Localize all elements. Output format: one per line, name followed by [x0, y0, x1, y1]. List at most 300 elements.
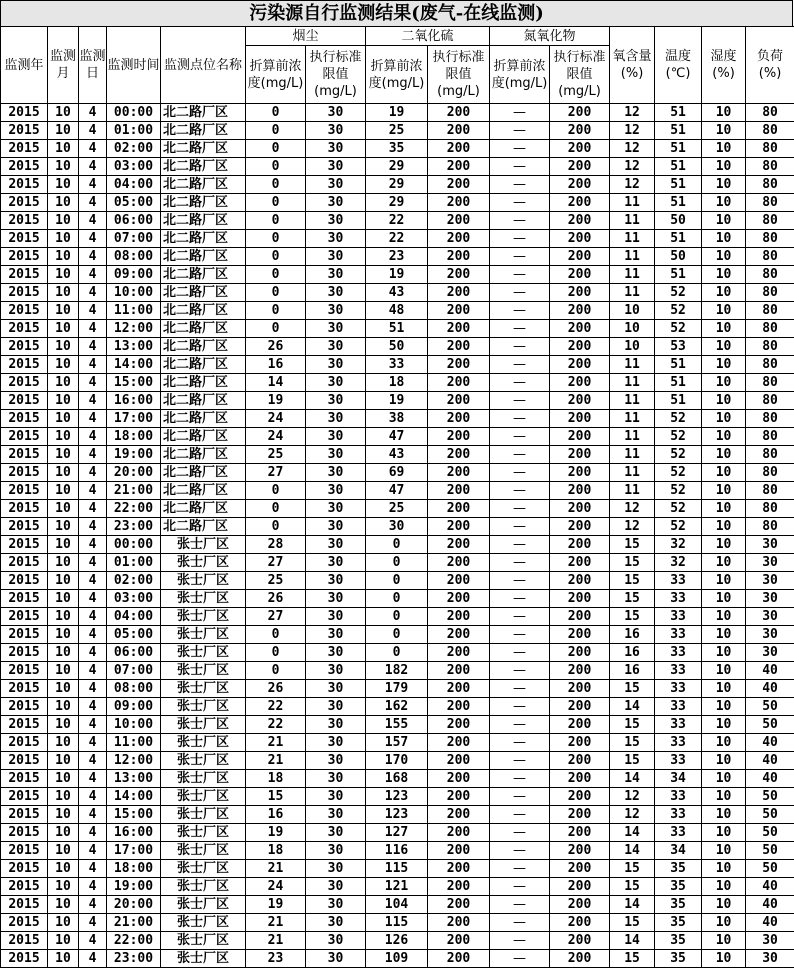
- time-cell: 07:00: [107, 230, 161, 248]
- nox-limit-cell: 200: [550, 770, 610, 788]
- year-cell: 2015: [1, 482, 48, 500]
- oxygen-cell: 15: [610, 554, 655, 572]
- smoke-limit-cell: 30: [306, 914, 366, 932]
- load-cell: 30: [746, 608, 794, 626]
- day-cell: 4: [79, 338, 107, 356]
- header-group-nox: 氮氧化物: [490, 27, 610, 46]
- smoke-limit-cell: 30: [306, 878, 366, 896]
- smoke-limit-cell: 30: [306, 176, 366, 194]
- nox-limit-cell: 200: [550, 716, 610, 734]
- table-row: [1, 662, 794, 680]
- nox-limit-cell: 200: [550, 158, 610, 176]
- so2-limit-cell: 200: [428, 338, 490, 356]
- nox-limit-cell: 200: [550, 932, 610, 950]
- table-row: [1, 590, 794, 608]
- oxygen-cell: 12: [610, 104, 655, 122]
- site-cell: 张士厂区: [161, 896, 246, 914]
- day-cell: 4: [79, 230, 107, 248]
- year-cell: 2015: [1, 464, 48, 482]
- time-cell: 08:00: [107, 248, 161, 266]
- month-cell: 10: [48, 824, 79, 842]
- site-cell: 北二路厂区: [161, 230, 246, 248]
- site-cell: 北二路厂区: [161, 518, 246, 536]
- table-row: [1, 536, 794, 554]
- header-group-smoke: 烟尘: [246, 27, 366, 46]
- month-cell: 10: [48, 248, 79, 266]
- time-cell: 04:00: [107, 608, 161, 626]
- table-row: [1, 806, 794, 824]
- load-cell: 50: [746, 698, 794, 716]
- temperature-cell: 52: [655, 464, 702, 482]
- smoke-limit-cell: 30: [306, 500, 366, 518]
- time-cell: 12:00: [107, 320, 161, 338]
- so2-conc-cell: 19: [366, 104, 428, 122]
- so2-limit-cell: 200: [428, 230, 490, 248]
- oxygen-cell: 12: [610, 788, 655, 806]
- load-cell: 50: [746, 860, 794, 878]
- so2-limit-cell: 200: [428, 446, 490, 464]
- smoke-limit-cell: 30: [306, 518, 366, 536]
- load-cell: 80: [746, 284, 794, 302]
- table-row: [1, 932, 794, 950]
- so2-limit-cell: 200: [428, 410, 490, 428]
- nox-limit-cell: 200: [550, 500, 610, 518]
- load-cell: 30: [746, 626, 794, 644]
- oxygen-cell: 15: [610, 716, 655, 734]
- table-row: [1, 734, 794, 752]
- humidity-cell: 10: [702, 698, 746, 716]
- site-cell: 张士厂区: [161, 734, 246, 752]
- site-cell: 张士厂区: [161, 662, 246, 680]
- temperature-cell: 33: [655, 662, 702, 680]
- time-cell: 17:00: [107, 410, 161, 428]
- smoke-conc-cell: 27: [246, 608, 306, 626]
- nox-limit-cell: 200: [550, 104, 610, 122]
- load-cell: 30: [746, 536, 794, 554]
- smoke-limit-cell: 30: [306, 410, 366, 428]
- so2-conc-cell: 19: [366, 266, 428, 284]
- site-cell: 北二路厂区: [161, 428, 246, 446]
- time-cell: 22:00: [107, 500, 161, 518]
- so2-limit-cell: 200: [428, 590, 490, 608]
- nox-conc-cell: —: [490, 302, 550, 320]
- so2-limit-cell: 200: [428, 266, 490, 284]
- so2-conc-cell: 29: [366, 194, 428, 212]
- smoke-conc-cell: 24: [246, 428, 306, 446]
- year-cell: 2015: [1, 338, 48, 356]
- load-cell: 50: [746, 788, 794, 806]
- site-cell: 北二路厂区: [161, 446, 246, 464]
- day-cell: 4: [79, 464, 107, 482]
- so2-limit-cell: 200: [428, 428, 490, 446]
- year-cell: 2015: [1, 266, 48, 284]
- load-cell: 40: [746, 896, 794, 914]
- oxygen-cell: 11: [610, 464, 655, 482]
- oxygen-cell: 11: [610, 194, 655, 212]
- smoke-limit-cell: 30: [306, 860, 366, 878]
- year-cell: 2015: [1, 572, 48, 590]
- smoke-conc-cell: 19: [246, 824, 306, 842]
- site-cell: 北二路厂区: [161, 338, 246, 356]
- smoke-limit-cell: 30: [306, 230, 366, 248]
- so2-conc-cell: 0: [366, 572, 428, 590]
- site-cell: 北二路厂区: [161, 158, 246, 176]
- table-row: [1, 608, 794, 626]
- humidity-cell: 10: [702, 230, 746, 248]
- oxygen-cell: 11: [610, 230, 655, 248]
- site-cell: 北二路厂区: [161, 302, 246, 320]
- year-cell: 2015: [1, 824, 48, 842]
- humidity-cell: 10: [702, 644, 746, 662]
- temperature-cell: 51: [655, 356, 702, 374]
- time-cell: 07:00: [107, 662, 161, 680]
- year-cell: 2015: [1, 608, 48, 626]
- nox-conc-cell: —: [490, 878, 550, 896]
- smoke-limit-cell: 30: [306, 554, 366, 572]
- smoke-limit-cell: 30: [306, 140, 366, 158]
- nox-limit-cell: 200: [550, 842, 610, 860]
- month-cell: 10: [48, 302, 79, 320]
- site-cell: 北二路厂区: [161, 500, 246, 518]
- table-row: [1, 680, 794, 698]
- so2-conc-cell: 29: [366, 176, 428, 194]
- nox-limit-cell: 200: [550, 680, 610, 698]
- oxygen-cell: 10: [610, 302, 655, 320]
- so2-limit-cell: 200: [428, 536, 490, 554]
- load-cell: 40: [746, 878, 794, 896]
- year-cell: 2015: [1, 302, 48, 320]
- nox-limit-cell: 200: [550, 554, 610, 572]
- load-cell: 40: [746, 914, 794, 932]
- time-cell: 06:00: [107, 212, 161, 230]
- day-cell: 4: [79, 824, 107, 842]
- load-cell: 80: [746, 248, 794, 266]
- header-time: 监测时间: [107, 27, 161, 104]
- so2-conc-cell: 0: [366, 536, 428, 554]
- monitoring-table: [0, 26, 794, 968]
- smoke-limit-cell: 30: [306, 158, 366, 176]
- so2-conc-cell: 162: [366, 698, 428, 716]
- so2-conc-cell: 155: [366, 716, 428, 734]
- nox-conc-cell: —: [490, 608, 550, 626]
- year-cell: 2015: [1, 446, 48, 464]
- nox-conc-cell: —: [490, 410, 550, 428]
- smoke-conc-cell: 0: [246, 662, 306, 680]
- load-cell: 80: [746, 392, 794, 410]
- so2-conc-cell: 115: [366, 914, 428, 932]
- oxygen-cell: 15: [610, 572, 655, 590]
- so2-conc-cell: 123: [366, 788, 428, 806]
- humidity-cell: 10: [702, 212, 746, 230]
- table-row: [1, 212, 794, 230]
- humidity-cell: 10: [702, 662, 746, 680]
- day-cell: 4: [79, 266, 107, 284]
- month-cell: 10: [48, 356, 79, 374]
- header-so2-limit: 执行标准限值(mg/L): [428, 46, 490, 104]
- time-cell: 20:00: [107, 464, 161, 482]
- year-cell: 2015: [1, 410, 48, 428]
- smoke-limit-cell: 30: [306, 284, 366, 302]
- humidity-cell: 10: [702, 410, 746, 428]
- nox-conc-cell: —: [490, 644, 550, 662]
- month-cell: 10: [48, 698, 79, 716]
- smoke-conc-cell: 26: [246, 338, 306, 356]
- smoke-limit-cell: 30: [306, 122, 366, 140]
- nox-conc-cell: —: [490, 248, 550, 266]
- month-cell: 10: [48, 518, 79, 536]
- month-cell: 10: [48, 374, 79, 392]
- nox-limit-cell: 200: [550, 734, 610, 752]
- smoke-conc-cell: 21: [246, 914, 306, 932]
- nox-conc-cell: —: [490, 176, 550, 194]
- nox-conc-cell: —: [490, 374, 550, 392]
- nox-limit-cell: 200: [550, 536, 610, 554]
- day-cell: 4: [79, 950, 107, 968]
- time-cell: 01:00: [107, 122, 161, 140]
- day-cell: 4: [79, 482, 107, 500]
- temperature-cell: 33: [655, 716, 702, 734]
- smoke-limit-cell: 30: [306, 662, 366, 680]
- site-cell: 北二路厂区: [161, 248, 246, 266]
- year-cell: 2015: [1, 950, 48, 968]
- year-cell: 2015: [1, 662, 48, 680]
- oxygen-cell: 16: [610, 662, 655, 680]
- humidity-cell: 10: [702, 896, 746, 914]
- smoke-limit-cell: 30: [306, 302, 366, 320]
- temperature-cell: 52: [655, 500, 702, 518]
- nox-conc-cell: —: [490, 194, 550, 212]
- month-cell: 10: [48, 716, 79, 734]
- temperature-cell: 33: [655, 824, 702, 842]
- site-cell: 北二路厂区: [161, 140, 246, 158]
- year-cell: 2015: [1, 374, 48, 392]
- nox-limit-cell: 200: [550, 590, 610, 608]
- month-cell: 10: [48, 608, 79, 626]
- so2-limit-cell: 200: [428, 194, 490, 212]
- month-cell: 10: [48, 428, 79, 446]
- humidity-cell: 10: [702, 842, 746, 860]
- month-cell: 10: [48, 590, 79, 608]
- time-cell: 00:00: [107, 104, 161, 122]
- nox-limit-cell: 200: [550, 518, 610, 536]
- so2-conc-cell: 22: [366, 230, 428, 248]
- time-cell: 02:00: [107, 572, 161, 590]
- smoke-conc-cell: 0: [246, 284, 306, 302]
- site-cell: 张士厂区: [161, 536, 246, 554]
- site-cell: 张士厂区: [161, 572, 246, 590]
- day-cell: 4: [79, 698, 107, 716]
- day-cell: 4: [79, 770, 107, 788]
- so2-conc-cell: 168: [366, 770, 428, 788]
- day-cell: 4: [79, 284, 107, 302]
- table-row: [1, 698, 794, 716]
- smoke-limit-cell: 30: [306, 248, 366, 266]
- table-row: [1, 194, 794, 212]
- humidity-cell: 10: [702, 338, 746, 356]
- nox-conc-cell: —: [490, 824, 550, 842]
- oxygen-cell: 15: [610, 734, 655, 752]
- oxygen-cell: 15: [610, 914, 655, 932]
- so2-conc-cell: 51: [366, 320, 428, 338]
- header-smoke-limit: 执行标准限值(mg/L): [306, 46, 366, 104]
- year-cell: 2015: [1, 878, 48, 896]
- temperature-cell: 51: [655, 176, 702, 194]
- humidity-cell: 10: [702, 158, 746, 176]
- smoke-limit-cell: 30: [306, 626, 366, 644]
- humidity-cell: 10: [702, 464, 746, 482]
- so2-limit-cell: 200: [428, 608, 490, 626]
- temperature-cell: 35: [655, 896, 702, 914]
- time-cell: 15:00: [107, 806, 161, 824]
- month-cell: 10: [48, 806, 79, 824]
- smoke-conc-cell: 15: [246, 788, 306, 806]
- table-row: [1, 410, 794, 428]
- so2-conc-cell: 179: [366, 680, 428, 698]
- nox-limit-cell: 200: [550, 176, 610, 194]
- so2-conc-cell: 43: [366, 446, 428, 464]
- site-cell: 北二路厂区: [161, 374, 246, 392]
- nox-conc-cell: —: [490, 554, 550, 572]
- table-body: [1, 104, 794, 968]
- day-cell: 4: [79, 518, 107, 536]
- day-cell: 4: [79, 914, 107, 932]
- so2-limit-cell: 200: [428, 248, 490, 266]
- nox-limit-cell: 200: [550, 626, 610, 644]
- nox-conc-cell: —: [490, 842, 550, 860]
- nox-conc-cell: —: [490, 446, 550, 464]
- smoke-limit-cell: 30: [306, 716, 366, 734]
- time-cell: 16:00: [107, 824, 161, 842]
- month-cell: 10: [48, 176, 79, 194]
- month-cell: 10: [48, 644, 79, 662]
- table-header: [1, 27, 794, 104]
- so2-conc-cell: 0: [366, 644, 428, 662]
- temperature-cell: 33: [655, 806, 702, 824]
- nox-conc-cell: —: [490, 464, 550, 482]
- nox-conc-cell: —: [490, 662, 550, 680]
- nox-limit-cell: 200: [550, 284, 610, 302]
- oxygen-cell: 14: [610, 842, 655, 860]
- temperature-cell: 33: [655, 626, 702, 644]
- time-cell: 18:00: [107, 428, 161, 446]
- site-cell: 张士厂区: [161, 914, 246, 932]
- temperature-cell: 35: [655, 860, 702, 878]
- month-cell: 10: [48, 842, 79, 860]
- year-cell: 2015: [1, 806, 48, 824]
- table-row: [1, 140, 794, 158]
- nox-limit-cell: 200: [550, 482, 610, 500]
- so2-conc-cell: 25: [366, 500, 428, 518]
- oxygen-cell: 15: [610, 608, 655, 626]
- oxygen-cell: 12: [610, 158, 655, 176]
- time-cell: 22:00: [107, 932, 161, 950]
- year-cell: 2015: [1, 194, 48, 212]
- day-cell: 4: [79, 878, 107, 896]
- humidity-cell: 10: [702, 482, 746, 500]
- month-cell: 10: [48, 932, 79, 950]
- smoke-limit-cell: 30: [306, 824, 366, 842]
- oxygen-cell: 11: [610, 266, 655, 284]
- smoke-conc-cell: 27: [246, 554, 306, 572]
- time-cell: 10:00: [107, 284, 161, 302]
- site-cell: 北二路厂区: [161, 482, 246, 500]
- humidity-cell: 10: [702, 446, 746, 464]
- humidity-cell: 10: [702, 140, 746, 158]
- load-cell: 80: [746, 500, 794, 518]
- month-cell: 10: [48, 320, 79, 338]
- nox-limit-cell: 200: [550, 410, 610, 428]
- nox-limit-cell: 200: [550, 140, 610, 158]
- time-cell: 14:00: [107, 356, 161, 374]
- day-cell: 4: [79, 626, 107, 644]
- smoke-conc-cell: 0: [246, 482, 306, 500]
- nox-conc-cell: —: [490, 158, 550, 176]
- time-cell: 19:00: [107, 446, 161, 464]
- humidity-cell: 10: [702, 356, 746, 374]
- temperature-cell: 32: [655, 536, 702, 554]
- year-cell: 2015: [1, 176, 48, 194]
- temperature-cell: 53: [655, 338, 702, 356]
- so2-conc-cell: 115: [366, 860, 428, 878]
- table-row: [1, 248, 794, 266]
- smoke-conc-cell: 26: [246, 590, 306, 608]
- day-cell: 4: [79, 536, 107, 554]
- oxygen-cell: 15: [610, 752, 655, 770]
- year-cell: 2015: [1, 140, 48, 158]
- humidity-cell: 10: [702, 950, 746, 968]
- oxygen-cell: 12: [610, 500, 655, 518]
- header-oxygen: 氧含量(%): [610, 27, 655, 104]
- day-cell: 4: [79, 572, 107, 590]
- load-cell: 30: [746, 932, 794, 950]
- so2-conc-cell: 69: [366, 464, 428, 482]
- nox-conc-cell: —: [490, 950, 550, 968]
- nox-conc-cell: —: [490, 770, 550, 788]
- humidity-cell: 10: [702, 194, 746, 212]
- site-cell: 北二路厂区: [161, 464, 246, 482]
- humidity-cell: 10: [702, 176, 746, 194]
- oxygen-cell: 11: [610, 482, 655, 500]
- so2-limit-cell: 200: [428, 914, 490, 932]
- smoke-limit-cell: 30: [306, 680, 366, 698]
- header-nox-conc: 折算前浓度(mg/L): [490, 46, 550, 104]
- temperature-cell: 52: [655, 518, 702, 536]
- so2-limit-cell: 200: [428, 662, 490, 680]
- smoke-conc-cell: 19: [246, 392, 306, 410]
- smoke-conc-cell: 0: [246, 212, 306, 230]
- oxygen-cell: 10: [610, 320, 655, 338]
- humidity-cell: 10: [702, 284, 746, 302]
- header-smoke-conc: 折算前浓度(mg/L): [246, 46, 306, 104]
- so2-limit-cell: 200: [428, 896, 490, 914]
- table-row: [1, 446, 794, 464]
- smoke-limit-cell: 30: [306, 788, 366, 806]
- smoke-limit-cell: 30: [306, 194, 366, 212]
- humidity-cell: 10: [702, 392, 746, 410]
- oxygen-cell: 12: [610, 806, 655, 824]
- load-cell: 40: [746, 734, 794, 752]
- year-cell: 2015: [1, 842, 48, 860]
- time-cell: 23:00: [107, 950, 161, 968]
- month-cell: 10: [48, 122, 79, 140]
- month-cell: 10: [48, 392, 79, 410]
- nox-limit-cell: 200: [550, 266, 610, 284]
- so2-conc-cell: 182: [366, 662, 428, 680]
- year-cell: 2015: [1, 518, 48, 536]
- site-cell: 张士厂区: [161, 716, 246, 734]
- day-cell: 4: [79, 860, 107, 878]
- month-cell: 10: [48, 338, 79, 356]
